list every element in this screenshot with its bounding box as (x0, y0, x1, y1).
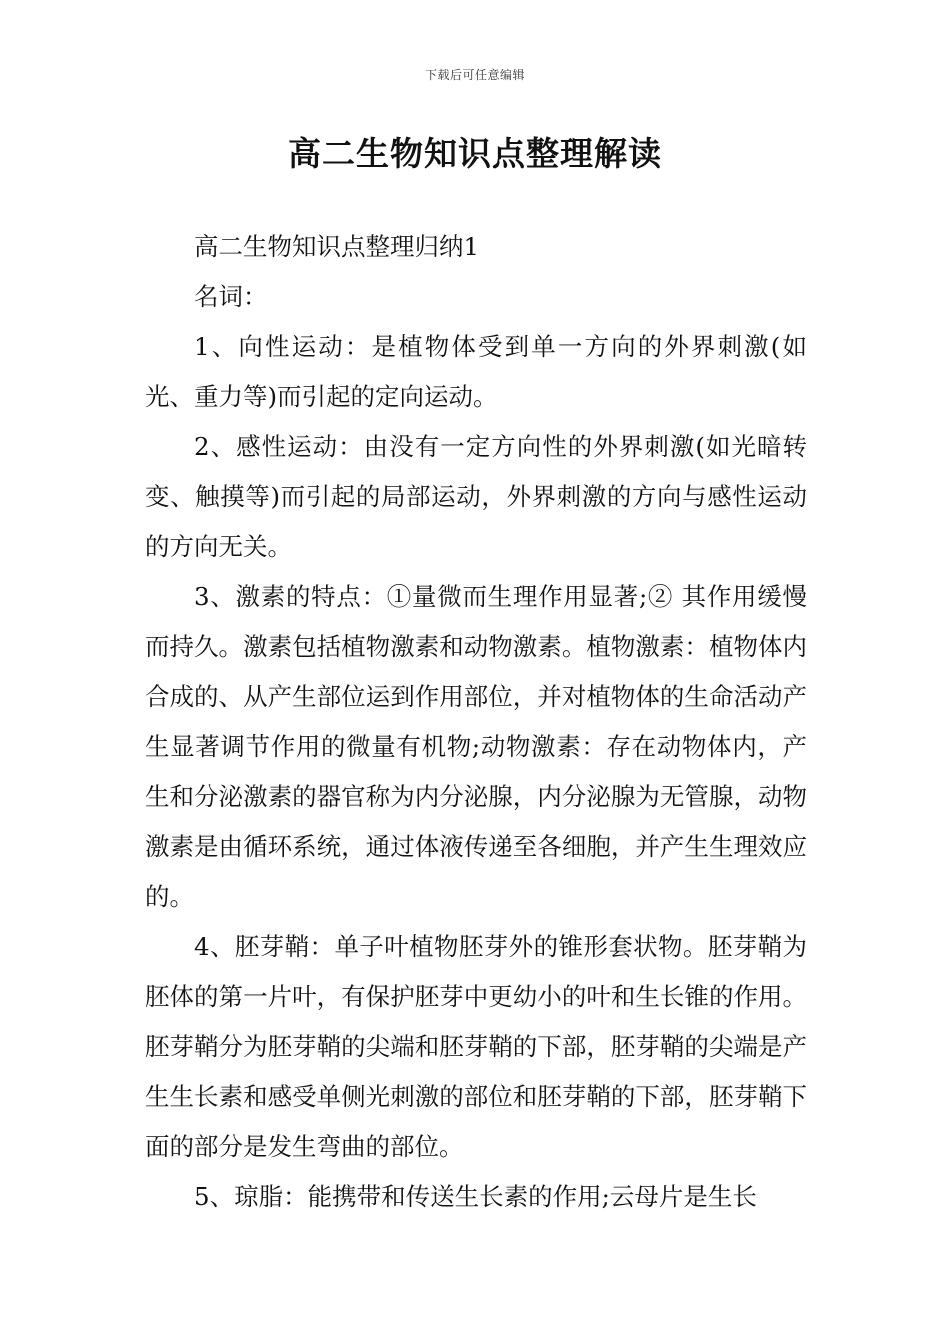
paragraph-item-5: 5、琼脂：能携带和传送生长素的作用;云母片是生长 (194, 1182, 757, 1211)
document-body (145, 222, 807, 1222)
paragraph-terms-label: 名词： (194, 282, 268, 311)
document-title: 高二生物知识点整理解读 (288, 134, 662, 173)
paragraph-item-1: 1、向性运动：是植物体受到单一方向的外界刺激(如光、重力等)而引起的定向运动。 (145, 332, 807, 411)
paragraph-section-heading: 高二生物知识点整理归纳1 (194, 232, 480, 261)
paragraph-item-2: 2、感性运动：由没有一定方向性的外界刺激(如光暗转变、触摸等)而引起的局部运动，外界刺激的方向与感性运动的方向无关。 (145, 432, 807, 561)
paragraph-item-4: 4、胚芽鞘：单子叶植物胚芽外的锥形套状物。胚芽鞘为胚体的第一片叶，有保护胚芽中更幼小的叶和生长锥的作用。胚芽鞘分为胚芽鞘的尖端和胚芽鞘的下部，胚芽鞘的尖端是产生生长素和感受单侧光刺激的部位和胚芽鞘的下部，胚芽鞘下面的部分是发生弯曲的部位。 (145, 932, 807, 1161)
header-note: 下载后可任意编辑 (424, 68, 525, 82)
paragraph-item-3: 3、激素的特点：①量微而生理作用显著;② 其作用缓慢而持久。激素包括植物激素和动物激素。植物激素：植物体内合成的、从产生部位运到作用部位，并对植物体的生命活动产生显著调节作用的微量有机物;动物激素：存在动物体内，产生和分泌激素的器官称为内分泌腺，内分泌腺为无管腺，动物激素是由循环系统，通过体液传递至各细胞，并产生生理效应的。 (145, 582, 807, 911)
